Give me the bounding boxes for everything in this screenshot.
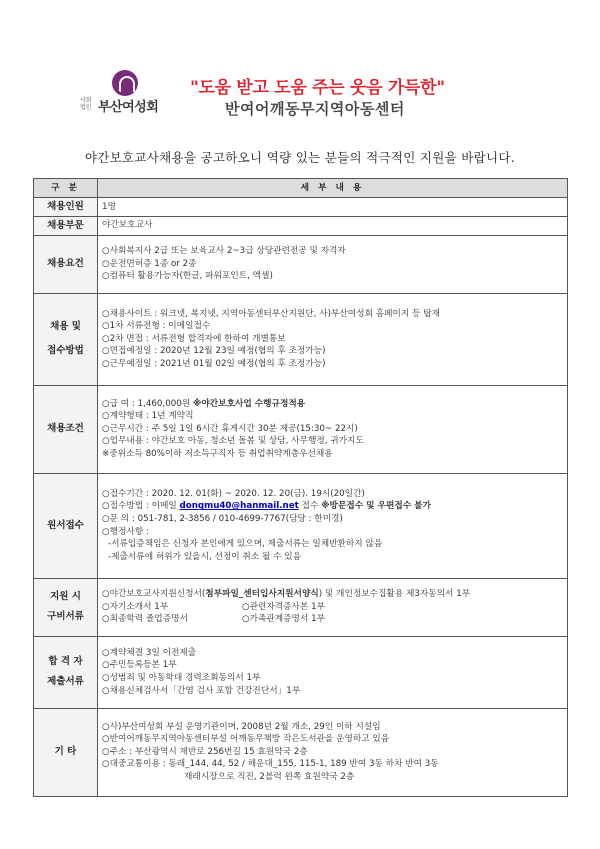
- row-label: 원서접수: [34, 473, 98, 578]
- row-content: [98, 708, 568, 796]
- list-item: ○급 여 : 1,460,000원 ※야간보호사업 수행규정적용: [102, 398, 306, 409]
- header-category: 구 분: [34, 179, 98, 198]
- list-item: ○근무예정일 : 2021년 01월 02일 예정(협의 후 조정가능): [102, 358, 326, 369]
- row-content: [98, 293, 568, 385]
- list-item: ○사)부산여성회 부설 운영기관이며, 2008년 2월 개소, 29인 이하 시설임: [102, 721, 381, 732]
- row-content: [98, 636, 568, 708]
- row-content: [98, 385, 568, 473]
- list-item: -제출서류에 허위가 있을시, 선정이 취소 될 수 있음: [108, 551, 302, 562]
- row-label: 채용인원: [34, 198, 98, 217]
- table-row-conditions: [34, 385, 568, 473]
- email-link[interactable]: dongmu40@hanmail.net: [179, 501, 299, 512]
- table-row-application: [34, 473, 568, 578]
- list-item: ○행정사항 :: [102, 526, 149, 537]
- row-label: 채용요건: [34, 235, 98, 293]
- table-row-pass-documents: [34, 636, 568, 708]
- list-item: 재래시장으로 직진, 2블럭 왼쪽 효원약국 2층: [184, 771, 355, 782]
- list-item: ○채용사이트 : 워크넷, 복지넷, 지역아동센터부산지원단, 사)부산여성회 홈페이지 등 탑재: [102, 308, 440, 319]
- row-label: 합 격 자 제출서류: [34, 636, 98, 708]
- list-item: ○성범죄 및 아동학대 경력조회동의서 1부: [102, 673, 261, 684]
- list-item: ○대중교통이용 : 동래_144, 44, 52 / 해운대_155, 115-1, 189 반여 3동 하차 반여 3동: [102, 759, 439, 770]
- intro-text: 야간보호교사채용을 공고하오니 역량 있는 분들의 적극적인 지원을 바랍니다.: [84, 150, 516, 165]
- list-item: ○업무내용 : 야간보호 아동, 청소년 돌봄 및 상담, 사무행정, 귀가지도: [102, 436, 364, 447]
- center-name: 반여어깨동무지역아동센터: [225, 100, 405, 118]
- list-item: ○1차 서류전형 : 이메일접수: [102, 321, 211, 332]
- list-item: ○계약체결 3일 이전제출: [102, 647, 197, 658]
- list-item: ○자기소개서 1부 ○관련자격증사본 1부: [102, 601, 326, 612]
- list-item: ○운전면허증 1종 or 2종: [102, 258, 197, 269]
- row-content: [98, 578, 568, 636]
- organization-logo: [80, 68, 180, 118]
- list-item: ○주소 : 부산광역시 재반로 256번길 15 효원약국 2층: [102, 746, 308, 757]
- table-row-dept: [34, 216, 568, 235]
- list-item: ○면접예정일 : 2020년 12월 23일 예정(협의 후 조정가능): [102, 346, 326, 357]
- row-value: 1명: [98, 198, 568, 217]
- list-item: ○주민등록등본 1부: [102, 660, 177, 671]
- logo-small-text: 사회 법인: [80, 97, 92, 111]
- table-header-row: [34, 179, 568, 198]
- table-row-count: [34, 198, 568, 217]
- row-label: 지원 시 구비서류: [34, 578, 98, 636]
- list-item: ○사회복지사 2급 또는 보육교사 2~3급 상당관련전공 및 자격자: [102, 246, 346, 257]
- list-item: ※중위소득 80%이하 저소득구직자 등 취업취약계층우선채용: [102, 448, 333, 459]
- list-item: ○계약형태 : 1년 계약직: [102, 411, 194, 422]
- table-row-etc: [34, 708, 568, 796]
- list-item: ○최종학력 졸업증명서 ○가족관계증명서 1부: [102, 614, 326, 625]
- list-item: ○2차 면접 : 서류전형 합격자에 한하여 개별통보: [102, 333, 286, 344]
- row-value: 야간보호교사: [98, 216, 568, 235]
- list-item: ○반여어깨동무지역아동센터부설 어깨동무책방 작은도서관을 운영하고 있음: [102, 734, 390, 745]
- list-item: ○컴퓨터 활용가능자(한글, 파워포인트, 엑셀): [102, 271, 273, 282]
- table-row-requirements: [34, 235, 568, 293]
- logo-emblem-icon: [112, 70, 138, 96]
- list-item: ○문 의 : 051-781, 2-3856 / 010-4699-7767(담당 : 한미경): [102, 513, 343, 524]
- logo-name: 부산여성회: [98, 100, 159, 115]
- header-details: 세 부 내 용: [98, 179, 568, 198]
- row-label: 채용조건: [34, 385, 98, 473]
- list-item: ○채용신체검사서「간염 검사 포함 건강진단서」1부: [102, 685, 301, 696]
- table-row-method: [34, 293, 568, 385]
- row-label: 채용부문: [34, 216, 98, 235]
- row-label: 채용 및 접수방법: [34, 293, 98, 385]
- table-row-documents: [34, 578, 568, 636]
- list-item: ○접수방법 : 이메일 dongmu40@hanmail.net 접수 ※방문접수 및 우편접수 불가: [102, 501, 431, 512]
- list-item: -서류입증책임은 신청자 본인에게 있으며, 제출서류는 일체반환하지 않음: [108, 539, 383, 550]
- list-item: ○접수기간 : 2020. 12. 01(화) ~ 2020. 12. 20(금). 19시(20일간): [102, 488, 365, 499]
- row-content: [98, 235, 568, 293]
- row-content: [98, 473, 568, 578]
- recruitment-table: [33, 178, 568, 797]
- list-item: ○근무시간 : 주 5일 1일 6시간 휴게시간 30분 제공(15:30~ 22시): [102, 423, 358, 434]
- list-item: ○야간보호교사지원신청서(첨부파일_센터입사지원서양식) 및 개인정보수집활용 제3자동의서 1부: [102, 589, 471, 600]
- slogan: "도움 받고 도움 주는 웃음 가득한": [190, 78, 445, 98]
- row-label: 기 타: [34, 708, 98, 796]
